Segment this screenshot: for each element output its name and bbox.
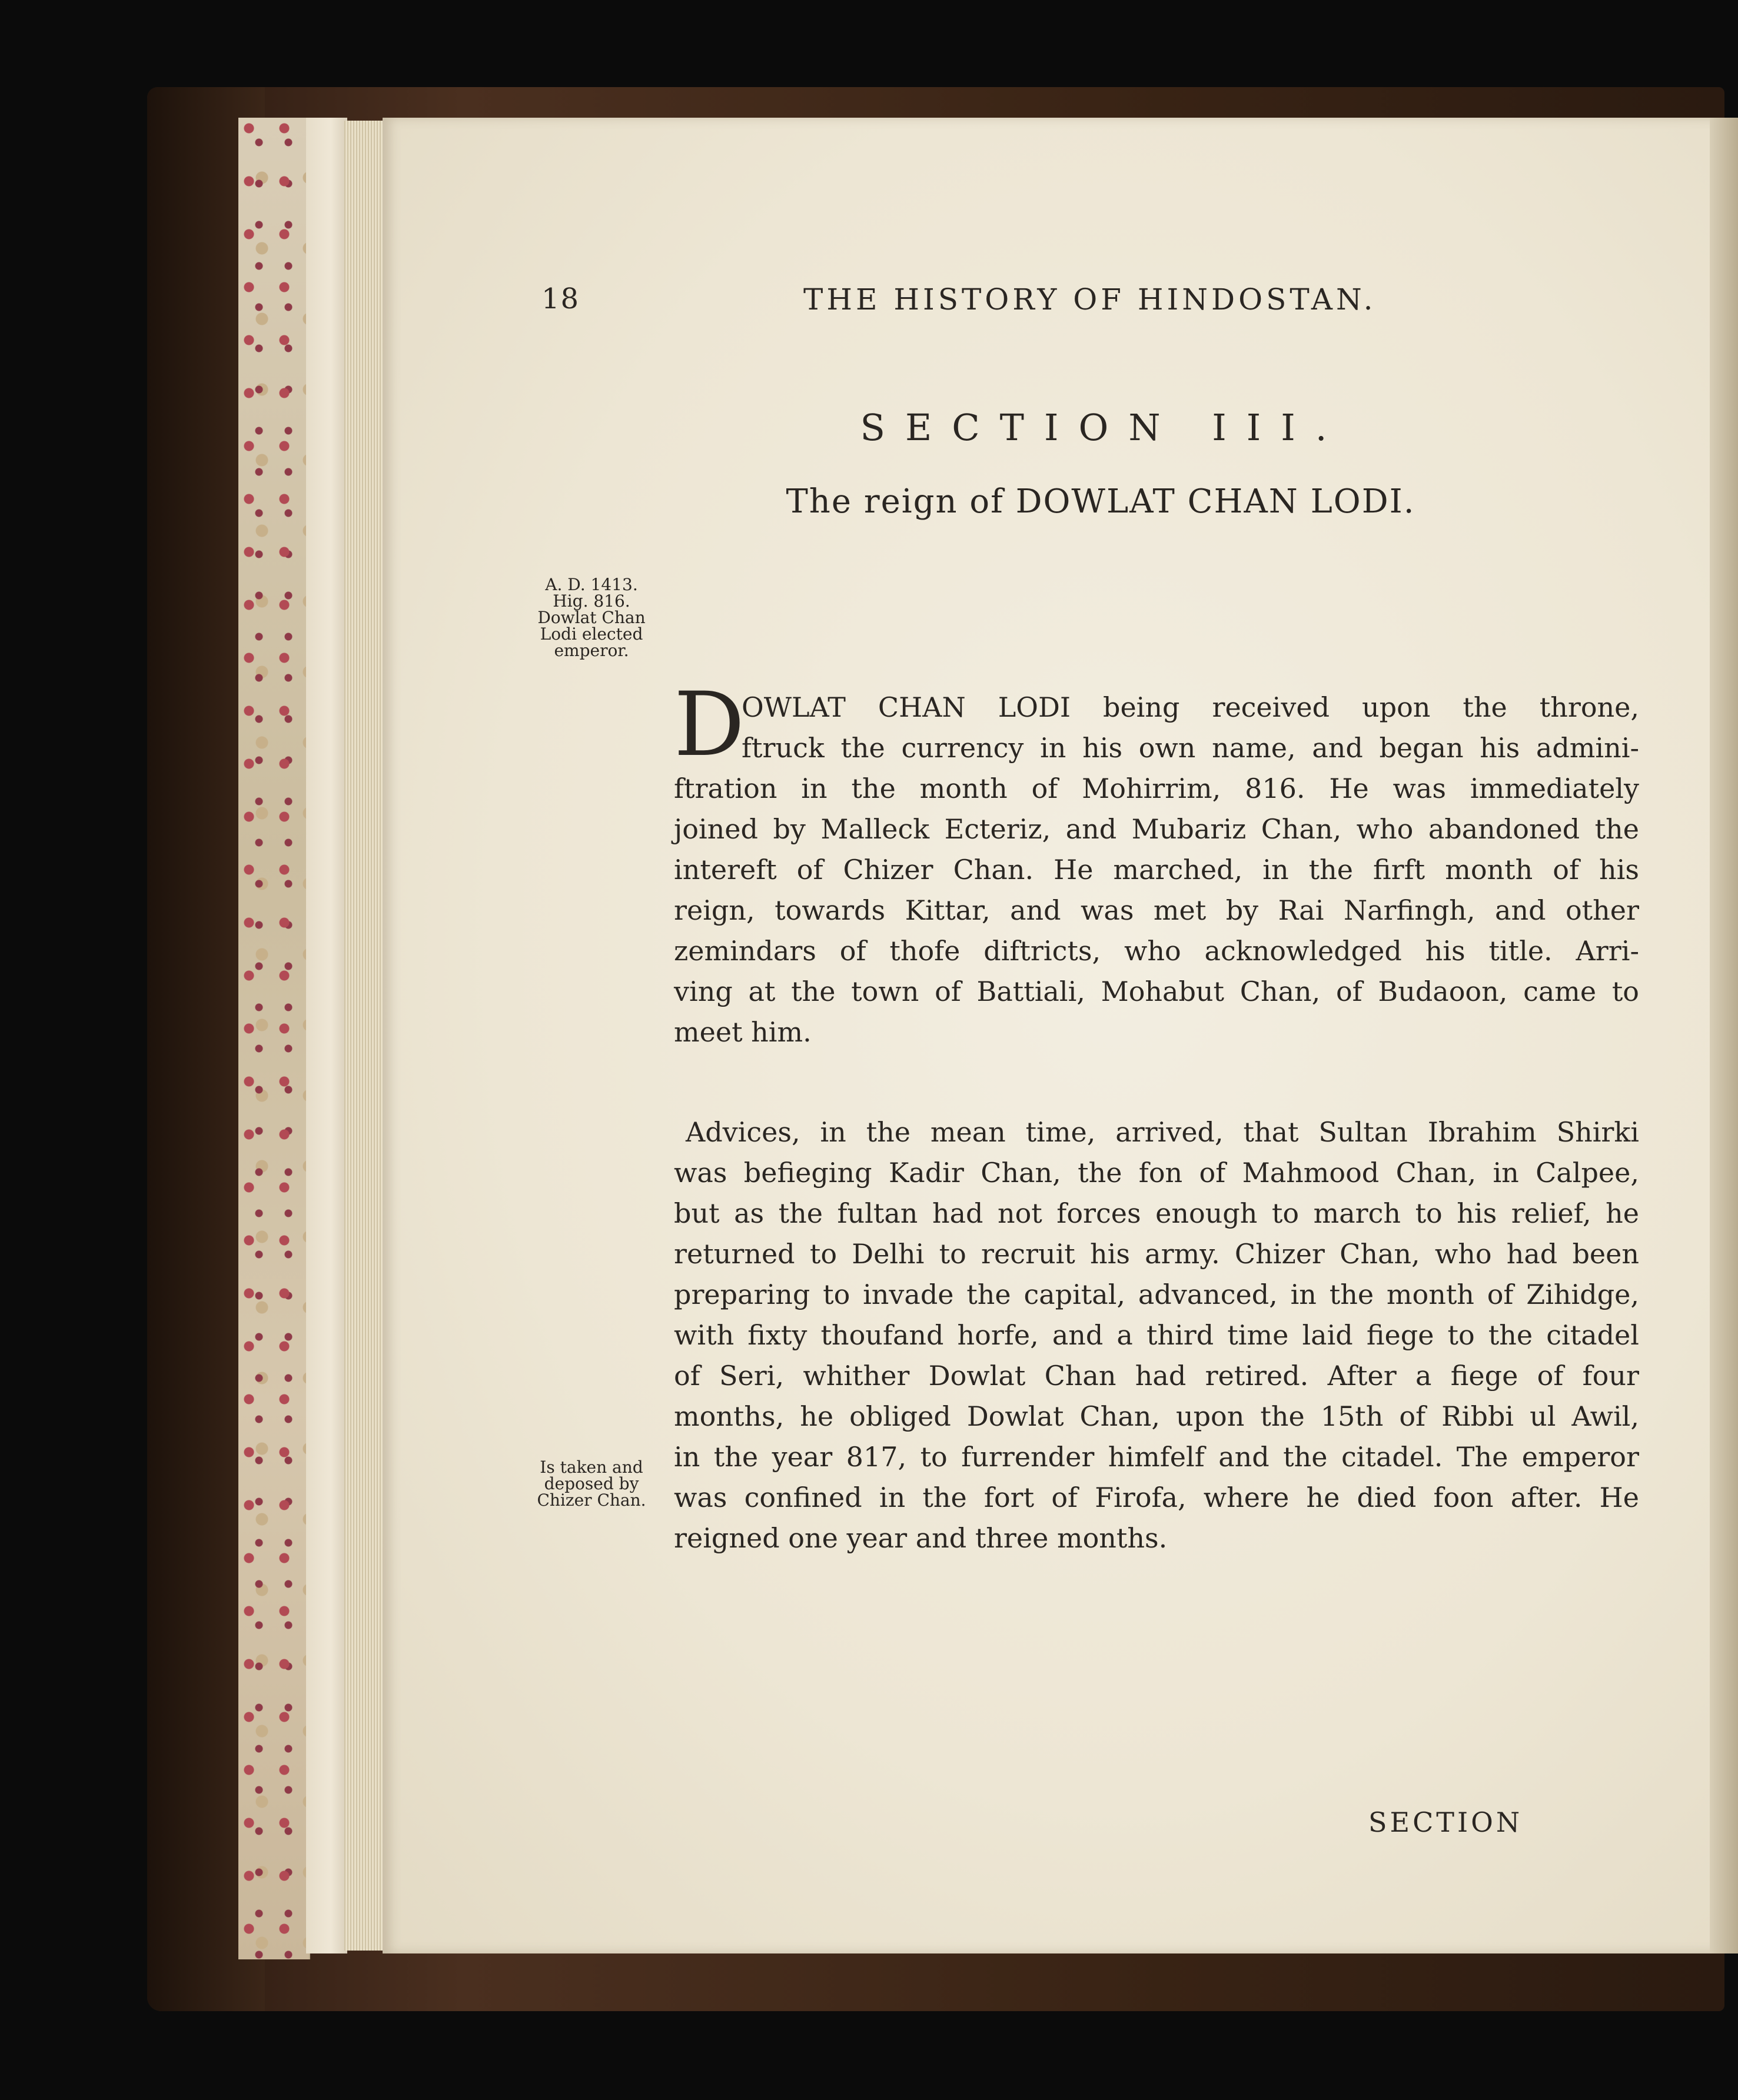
text-line: but as the fultan had not forces enough to march to his relief, he [674, 1197, 1639, 1229]
text-line: was confined in the fort of Firofa, where he died foon after. He [674, 1482, 1639, 1513]
margin-note-election [530, 577, 653, 659]
text-line: ving at the town of Battiali, Mohabut Chan, of Budaoon, came to [674, 976, 1639, 1007]
text-line: ftration in the month of Mohirrim, 816. He was immediately [674, 773, 1639, 804]
text-line: ftruck the currency in his own name, and began his admini- [742, 732, 1639, 764]
text-line: months, he obliged Dowlat Chan, upon the 15th of Ribbi ul Awil, [674, 1400, 1639, 1432]
book-page [383, 118, 1719, 1953]
text-line: of Seri, whither Dowlat Chan had retired. After a fiege of four [674, 1360, 1639, 1392]
catchword: SECTION [1368, 1806, 1523, 1838]
text-line: preparing to invade the capital, advanced, in the month of Zihidge, [674, 1279, 1639, 1310]
paragraph1 [674, 768, 1639, 1053]
text-line: with fixty thoufand horfe, and a third time laid fiege to the citadel [674, 1319, 1639, 1351]
margin-note-deposed [530, 1459, 653, 1509]
margin-note-line: Lodi elected [540, 624, 643, 644]
paragraph1-first-lines [742, 687, 1639, 768]
text-line: intereft of Chizer Chan. He marched, in the firft month of his [674, 854, 1639, 886]
paragraph2 [674, 1112, 1639, 1559]
margin-note-line: Hig. 816. [553, 591, 630, 611]
margin-note-line: emperor. [554, 641, 629, 660]
text-line: zemindars of thofe diftricts, who acknowledged his title. Arri- [674, 935, 1639, 967]
margin-note-line: A. D. 1413. [545, 575, 638, 594]
flyleaf [306, 118, 347, 1953]
text-line: in the year 817, to furrender himfelf and the citadel. The emperor [674, 1441, 1639, 1473]
marbled-endpaper [238, 118, 310, 1959]
page-number: 18 [541, 282, 580, 315]
page-right-edge [1710, 118, 1738, 1953]
page-stack-edges [344, 121, 386, 1951]
margin-note-line: deposed by [544, 1474, 639, 1493]
running-title: THE HISTORY OF HINDOSTAN. [803, 282, 1377, 317]
text-line: meet him. [674, 1016, 812, 1048]
margin-note-line: Is taken and [540, 1457, 643, 1477]
text-line: Advices, in the mean time, arrived, that Sultan Ibrahim Shirki [686, 1116, 1639, 1148]
text-line: OWLAT CHAN LODI being received upon the throne, [742, 691, 1639, 723]
reign-title: The reign of DOWLAT CHAN LODI. [786, 482, 1415, 521]
running-head [383, 282, 1719, 330]
text-line: returned to Delhi to recruit his army. Chizer Chan, who had been [674, 1238, 1639, 1270]
section-heading: SECTION III. [860, 406, 1347, 449]
text-line: reign, towards Kittar, and was met by Rai Narfingh, and other [674, 894, 1639, 926]
margin-note-line: Dowlat Chan [537, 608, 646, 627]
drop-cap: D [674, 674, 745, 776]
text-line: reigned one year and three months. [674, 1522, 1168, 1554]
text-line: joined by Malleck Ecteriz, and Mubariz Chan, who abandoned the [674, 813, 1639, 845]
text-line: was befieging Kadir Chan, the fon of Mahmood Chan, in Calpee, [674, 1157, 1639, 1189]
margin-note-line: Chizer Chan. [537, 1490, 646, 1510]
